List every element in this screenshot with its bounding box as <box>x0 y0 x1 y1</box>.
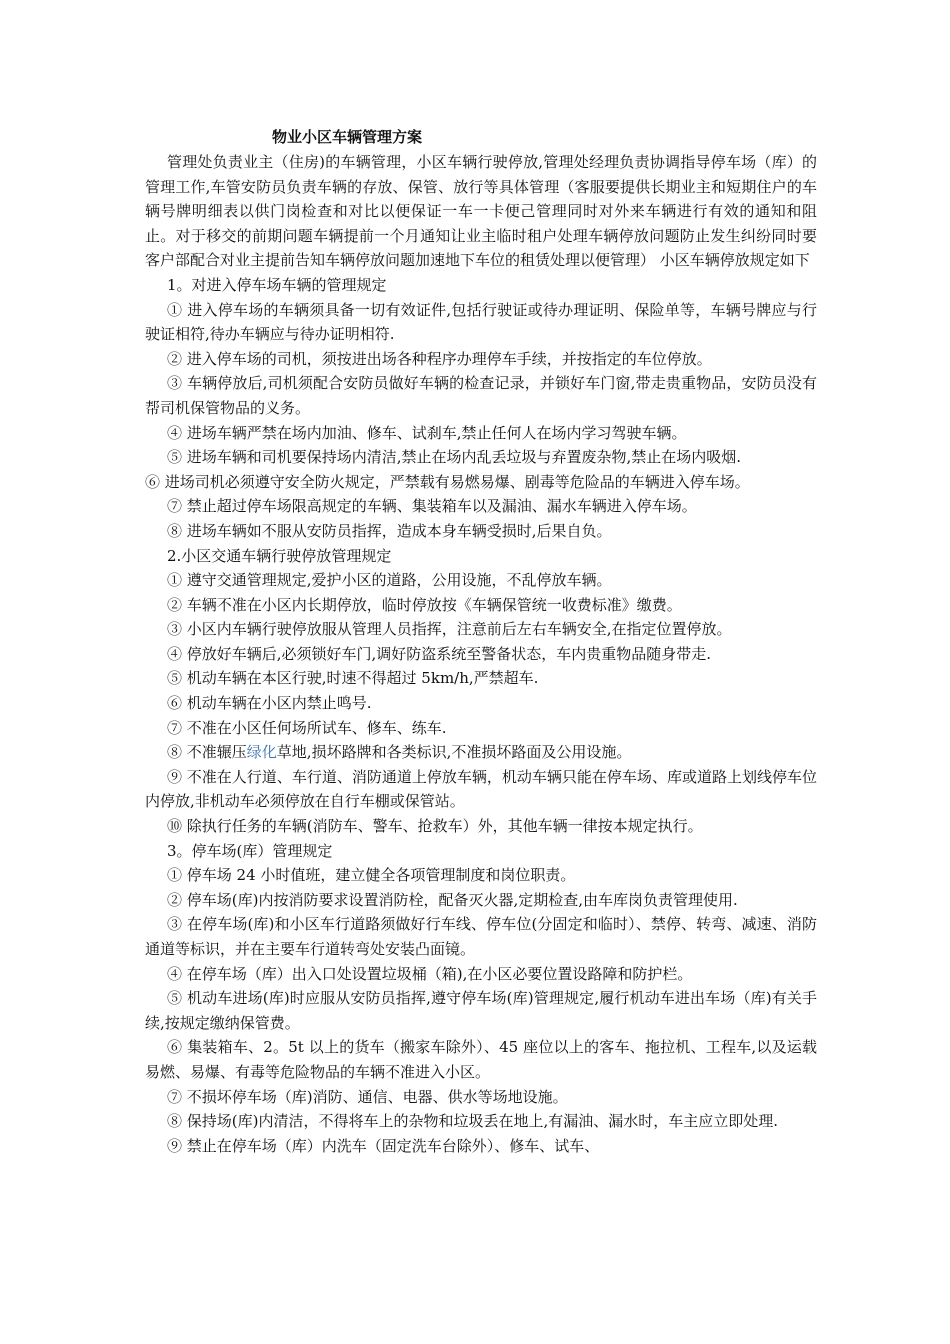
section-2-heading: 2.小区交通车辆行驶停放管理规定 <box>167 546 392 565</box>
section-2-item-8 <box>145 740 817 765</box>
section-3-item-3: ③ 在停车场(库)和小区车行道路须做好行车线、停车位(分固定和临时）、禁停、转弯、减速、消防通道等标识，并在主要车行道转弯处安装凸面镜。 <box>145 915 817 958</box>
section-1-item-2: ② 进入停车场的司机，须按进出场各种程序办理停车手续，并按指定的车位停放。 <box>167 349 712 368</box>
section-1-heading: 1。对进入停车场车辆的管理规定 <box>167 275 387 294</box>
section-2-item-2: ② 车辆不准在小区内长期停放，临时停放按《车辆保管统一收费标准》缴费。 <box>167 595 682 614</box>
section-2-item-9: ⑨ 不准在人行道、车行道、消防通道上停放车辆，机动车辆只能在停车场、库或道路上划线停车位内停放,非机动车必须停放在自行车棚或保管站。 <box>145 767 817 811</box>
section-2-item-8-suffix: 草地,损坏路牌和各类标识,不准损坏路面及公用设施。 <box>276 743 632 762</box>
section-2-item-5: ⑤ 机动车辆在本区行驶,时速不得超过 5km/h,严禁超车. <box>167 669 539 688</box>
section-3-item-1: ① 停车场 24 小时值班，建立健全各项管理制度和岗位职责。 <box>167 866 576 885</box>
section-3-item-2: ② 停车场(库)内按消防要求设置消防栓，配备灭火器,定期检查,由车库岗负责管理使用. <box>167 890 738 909</box>
section-1-item-4: ④ 进场车辆严禁在场内加油、修车、试刹车,禁止任何人在场内学习驾驶车辆。 <box>167 423 687 442</box>
section-3-item-8: ⑧ 保持场(库)内清洁，不得将车上的杂物和垃圾丢在地上,有漏油、漏水时，车主应立即处理. <box>167 1112 779 1131</box>
section-1-item-3: ③ 车辆停放后,司机须配合安防员做好车辆的检查记录，并锁好车门窗,带走贵重物品，安防员没有帮司机保管物品的义务。 <box>145 374 817 417</box>
section-1-item-6: ⑥ 进场司机必须遵守安全防火规定，严禁载有易燃易爆、剧毒等危险品的车辆进入停车场。 <box>145 472 750 491</box>
section-1-item-1: ① 进入停车场的车辆须具备一切有效证件,包括行驶证或待办理证明、保险单等，车辆号牌应与行驶证相符,待办车辆应与待办证明相符. <box>145 300 817 344</box>
section-2-item-1: ① 遵守交通管理规定,爱护小区的道路，公用设施，不乱停放车辆。 <box>167 571 612 590</box>
greenery-link[interactable]: 绿化 <box>246 743 277 762</box>
section-1-item-8: ⑧ 进场车辆如不服从安防员指挥，造成本身车辆受损时,后果自负。 <box>167 521 612 540</box>
section-1-item-5: ⑤ 进场车辆和司机要保持场内清洁,禁止在场内乱丢垃圾与弃置废杂物,禁止在场内吸烟. <box>167 448 742 467</box>
section-2-item-7: ⑦ 不准在小区任何场所试车、修车、练车. <box>167 718 447 737</box>
section-2-item-4: ④ 停放好车辆后,必须锁好车门,调好防盗系统至警备状态，车内贵重物品随身带走. <box>167 644 712 663</box>
document-body <box>145 150 817 1158</box>
section-2-item-3: ③ 小区内车辆行驶停放服从管理人员指挥，注意前后左右车辆安全,在指定位置停放。 <box>167 620 732 639</box>
section-3-item-6: ⑥ 集装箱车、2。5t 以上的货车（搬家车除外）、45 座位以上的客车、拖拉机、工程车,以及运载易燃、易爆、有毒等危险物品的车辆不准进入小区。 <box>145 1038 817 1081</box>
section-3-heading: 3。停车场(库）管理规定 <box>167 841 333 860</box>
section-3-item-4: ④ 在停车场（库）出入口处设置垃圾桶（箱),在小区必要位置设路障和防护栏。 <box>167 964 693 983</box>
section-3-item-9: ⑨ 禁止在停车场（库）内洗车（固定洗车台除外）、修车、试车、 <box>167 1136 600 1155</box>
section-2-item-8-prefix: ⑧ 不准辗压 <box>167 743 247 762</box>
section-2-item-10: ⑩ 除执行任务的车辆(消防车、警车、抢救车）外，其他车辆一律按本规定执行。 <box>167 817 703 836</box>
intro-paragraph: 管理处负责业主（住房)的车辆管理，小区车辆行驶停放,管理处经理负责协调指导停车场（库）的管理工作,车管安防员负责车辆的存放、保管、放行等具体管理（客服要提供长期业主和短期住户的车辆号牌明细表以供门岗检查和对比以便保证一车一卡便己管理同时对外来车辆进行有效的通知和阻止。对于移交的前期问题车辆提前一个月通知让业主临时租户处理车辆停放问题防止发生纠纷同时要客户部配合对业主提前告知车辆停放问题加速地下车位的租赁处理以便管理） 小区车辆停放规定如下 <box>145 153 817 270</box>
section-1-item-7: ⑦ 禁止超过停车场限高规定的车辆、集装箱车以及漏油、漏水车辆进入停车场。 <box>167 497 697 516</box>
section-3-item-7: ⑦ 不损坏停车场（库)消防、通信、电器、供水等场地设施。 <box>167 1087 568 1106</box>
document-title: 物业小区车辆管理方案 <box>272 128 423 146</box>
section-2-item-6: ⑥ 机动车辆在小区内禁止鸣号. <box>167 694 372 713</box>
section-3-item-5: ⑤ 机动车进场(库)时应服从安防员指挥,遵守停车场(库)管理规定,履行机动车进出车场（库)有关手续,按规定缴纳保管费。 <box>145 989 817 1032</box>
